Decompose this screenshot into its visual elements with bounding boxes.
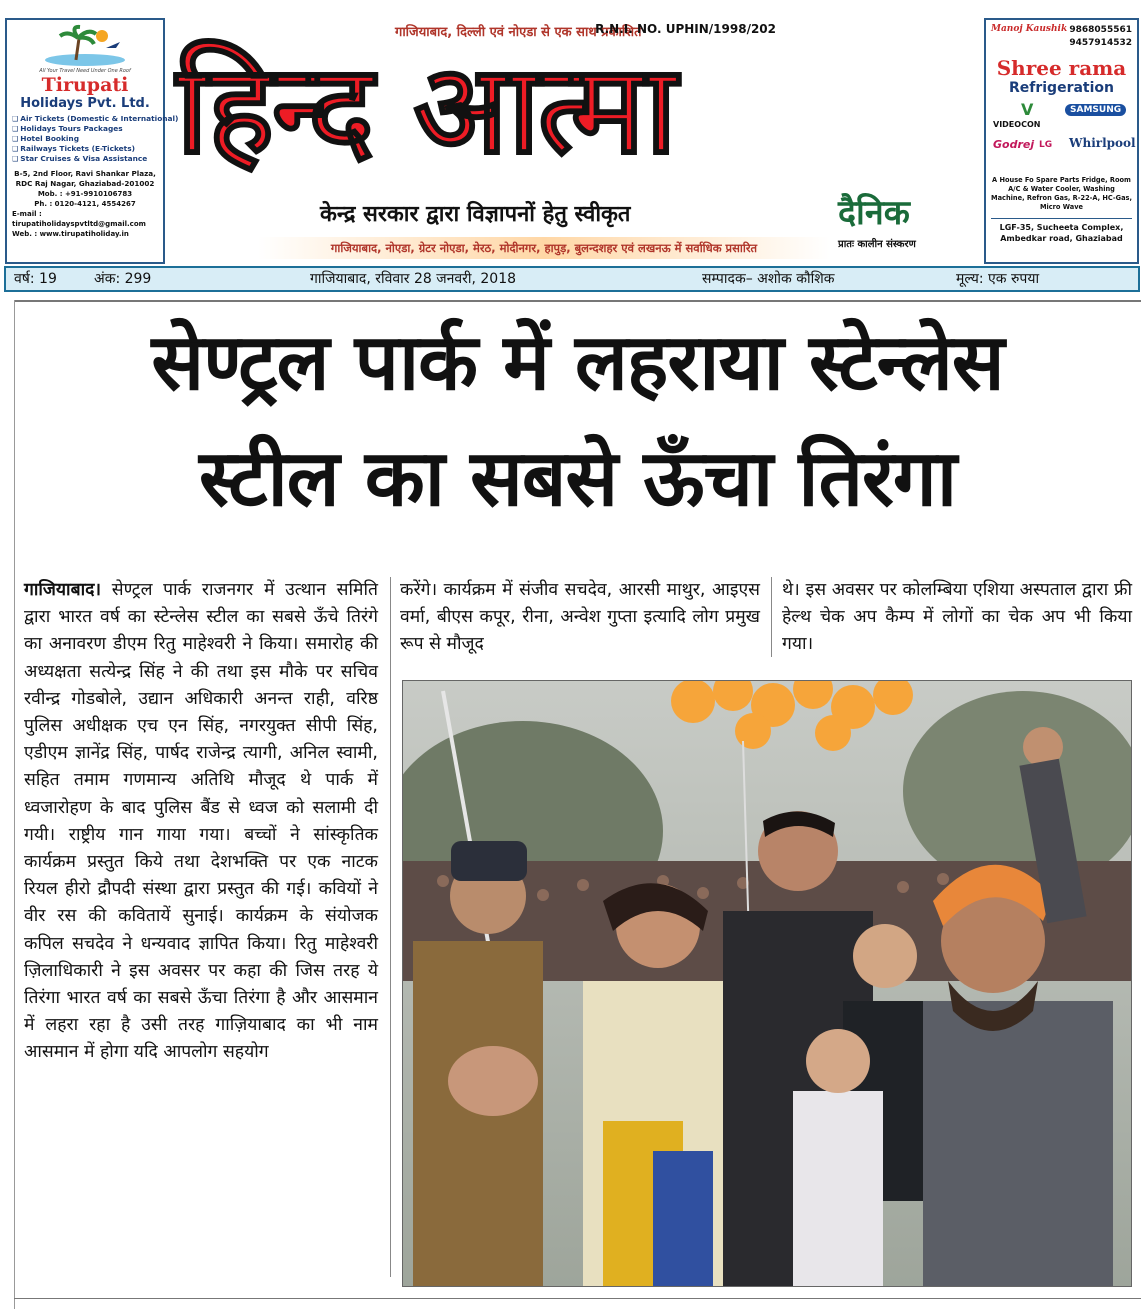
right-ad-services: A House Fo Spare Parts Fridge, Room A/C & Water Cooler, Washing Machine, Refron Gas, R-22-A, HC-Gas, Micro Wave [991,176,1132,211]
article-column-1-text: सेण्ट्रल पार्क राजनगर में उत्थान समिति द्वारा भारत वर्ष का स्टेन्लेस स्टील का सबसे ऊँचे तिरंगे का अनावरण डीएम रितु माहेश्वरी ने किया। समारोह की अध्यक्षता सत्येन्द्र सिंह ने की तथा इस मौके पर सचिव रवीन्द्र गोडबोले, उद्यान अधिकारी अनन्त राही, वरिष्ठ पुलिस अधीक्षक एच एन सिंह, नगरयुक्त सीपी सिंह, एडीएम ज्ञानेंद्र सिंह, पार्षद राजेन्द्र त्यागी, अनिल स्वामी, सहित तमाम गणमान्य अतिथि मौजूद थे पार्क में ध्वजारोहण के बाद पुलिस बैंड से ध्वज को सलामी दी गयी। राष्ट्रीय गान गाया गया। बच्चों ने सांस्कृतिक कार्यक्रम प्रस्तुत किये तथा देशभक्ति पर एक नाटक रियल हीरो द्रौपदी संस्था द्वारा प्रस्तुत की गई। कवियों ने वीर रस की कवितायें सुनाई। कार्यक्रम के संयोजक कपिल सचदेव ने धन्यवाद ज्ञापित किया। रितु माहेश्वरी ज़िलाधिकारी ने इस अवसर पर कहा की जिस तरह ये तिरंगा भारत वर्ष का सबसे ऊँचा तिरंगा है और आसमान में लहरा रहा है उसी तरह गाज़ियाबाद का भी नाम आसमान में होगा यदि आपलोग सहयोग [24,580,378,1063]
divider [14,1298,1141,1299]
right-ad-shop: Shree rama [996,56,1127,80]
right-ad-address: LGF-35, Sucheeta Complex, Ambedkar road, Ghaziabad [991,218,1132,244]
article-dateline: गाजियाबाद। [24,580,102,600]
approval-line: केन्द्र सरकार द्वारा विज्ञापनों हेतु स्वीकृत [320,202,631,227]
date-label: गाजियाबाद, रविवार 28 जनवरी, 2018 [310,271,517,287]
dainik-label: दैनिक [838,193,910,233]
brand-logos [991,100,1136,172]
list-item: ❑ Hotel Booking [12,134,158,144]
left-ad-phone: Ph. : 0120-4121, 4554267 [34,200,136,208]
masthead [0,0,1145,300]
article-headline [14,305,1141,537]
rni-number: R.N.I. NO. UPHIN/1998/202 [595,22,776,36]
left-ad-address: B-5, 2nd Floor, Ravi Shankar Plaza, RDC Raj Nagar, Ghaziabad-201002 [14,169,156,188]
palm-tree-logo-icon [12,24,158,68]
headline-line-1: सेण्ट्रल पार्क में लहराया स्टेन्लेस [151,318,1004,408]
right-ad-phone-2: 9457914532 [1069,38,1132,48]
article-column-3: थे। इस अवसर पर कोलम्बिया एशिया अस्पताल द्वारा फ्री हेल्थ चेक अप कैम्प में लोगों का चेक अप भी किया गया। [782,580,1132,655]
column-divider [390,577,391,1277]
right-ad-phones [1069,24,1132,50]
left-ad-web: Web. : www.tirupatiholiday.in [12,230,129,238]
column-divider [771,577,772,657]
year-label: वर्ष: 19 [14,271,57,287]
list-item: ❑ Railways Tickets (E-Tickets) [12,144,158,154]
left-advertisement [5,18,179,264]
left-ad-mobile: Mob. : +91-9910106783 [37,190,133,198]
right-ad-shop-sub: Refrigeration [1008,80,1114,96]
left-ad-email: E-mail : tirupatiholidayspvtltd@gmail.com [12,210,146,228]
right-ad-person: Manoj Kaushik [991,24,1068,34]
issue-info-bar [4,266,1140,292]
left-ad-tagline: All Your Travel Need Under One Roof [39,68,131,74]
list-item: ❑ Star Cruises & Visa Assistance [12,154,158,164]
issue-label: अंक: 299 [94,271,152,287]
videocon-v-icon: V [1021,100,1034,119]
divider [14,300,1141,302]
brand-whirlpool: Whirlpool [1069,136,1136,150]
article-column-2: करेंगे। कार्यक्रम में संजीव सचदेव, आरसी माथुर, आइएस वर्मा, बीएस कपूर, रीना, अन्वेश गुप्ता इत्यादि लोग प्रमुख रूप से मौजूद [400,580,760,655]
article-column-1 [24,577,378,1067]
list-item: ❑ Air Tickets (Domestic & International) [12,114,158,124]
right-advertisement [984,18,1139,264]
price-label: मूल्य: एक रुपया [956,271,1040,287]
newspaper-title: हिन्द आत्मा [176,38,676,182]
left-ad-brand-sub: Holidays Pvt. Ltd. [20,96,150,111]
edition-label: प्रातः कालीन संस्करण [838,239,916,250]
brand-videocon: VIDEOCON [993,120,1041,129]
left-ad-brand: Tirupati [41,74,129,96]
brand-samsung: SAMSUNG [1065,104,1126,116]
headline-line-2: स्टील का सबसे ऊँचा तिरंगा [198,434,957,524]
circulation-cities: गाजियाबाद, नोएडा, ग्रेटर नोएडा, मेरठ, मोदीनगर, हापुड़, बुलन्दशहर एवं लखनऊ में सर्वाधिक प्रसारित [258,237,830,259]
brand-lg: LG [1039,140,1053,150]
right-ad-phone-1: 9868055561 [1069,25,1132,35]
list-item: ❑ Holidays Tours Packages [12,124,158,134]
brand-godrej: Godrej [993,138,1035,151]
ceremony-photo [402,680,1132,1287]
editor-label: सम्पादक– अशोक कौशिक [702,271,835,287]
publication-cities: गाजियाबाद, दिल्ली एवं नोएडा से एक साथ प्रकाशित [395,25,642,40]
left-ad-services [12,114,179,164]
